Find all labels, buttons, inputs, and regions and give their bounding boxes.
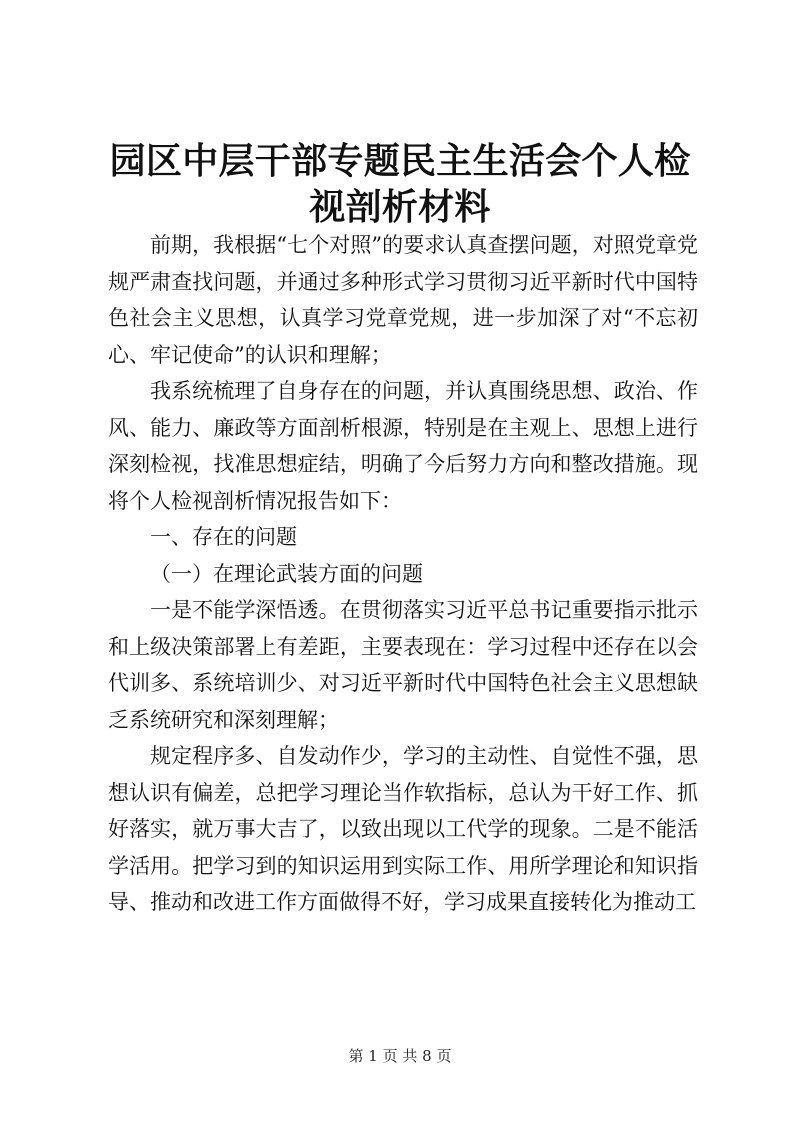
paragraph-point-one: 一是不能学深悟透。在贯彻落实习近平总书记重要指示批示和上级决策部署上有差距，主要表现在：学习过程中还存在以会代训多、系统培训少、对习近平新时代中国特色社会主义思想缺乏系统研究和深刻理解； <box>108 598 698 732</box>
paragraph-intro: 前期，我根据“七个对照”的要求认真查摆问题，对照党章党规严肃查找问题，并通过多种形式学习贯彻习近平新时代中国特色社会主义思想，认真学习党章党规，进一步加深了对“不忘初心、牢记使命”的认识和理解； <box>108 233 698 367</box>
document-title: 园区中层干部专题民主生活会个人检视剖析材料 <box>109 140 691 228</box>
document-body <box>108 227 698 921</box>
paragraph-point-continued: 规定程序多、自发动作少，学习的主动性、自觉性不强，思想认识有偏差，总把学习理论当作软指标，总认为干好工作、抓好落实，就万事大吉了，以致出现以工代学的现象。二是不能活学活用。把学习到的知识运用到实际工作、用所学理论和知识指导、推动和改进工作方面做得不好，学习成果直接转化为推动工 <box>108 744 698 914</box>
page-footer: 第 1 页 共 8 页 <box>348 1047 452 1065</box>
section-heading-problems: 一、存在的问题 <box>150 525 297 549</box>
paragraph-review: 我系统梳理了自身存在的问题，并认真围绕思想、政治、作风、能力、廉政等方面剖析根源，特别是在主观上、思想上进行深刻检视，找准思想症结，明确了今后努力方向和整改措施。现将个人检视剖析情况报告如下： <box>108 379 698 513</box>
subsection-heading-theory: （一）在理论武装方面的问题 <box>150 561 423 586</box>
